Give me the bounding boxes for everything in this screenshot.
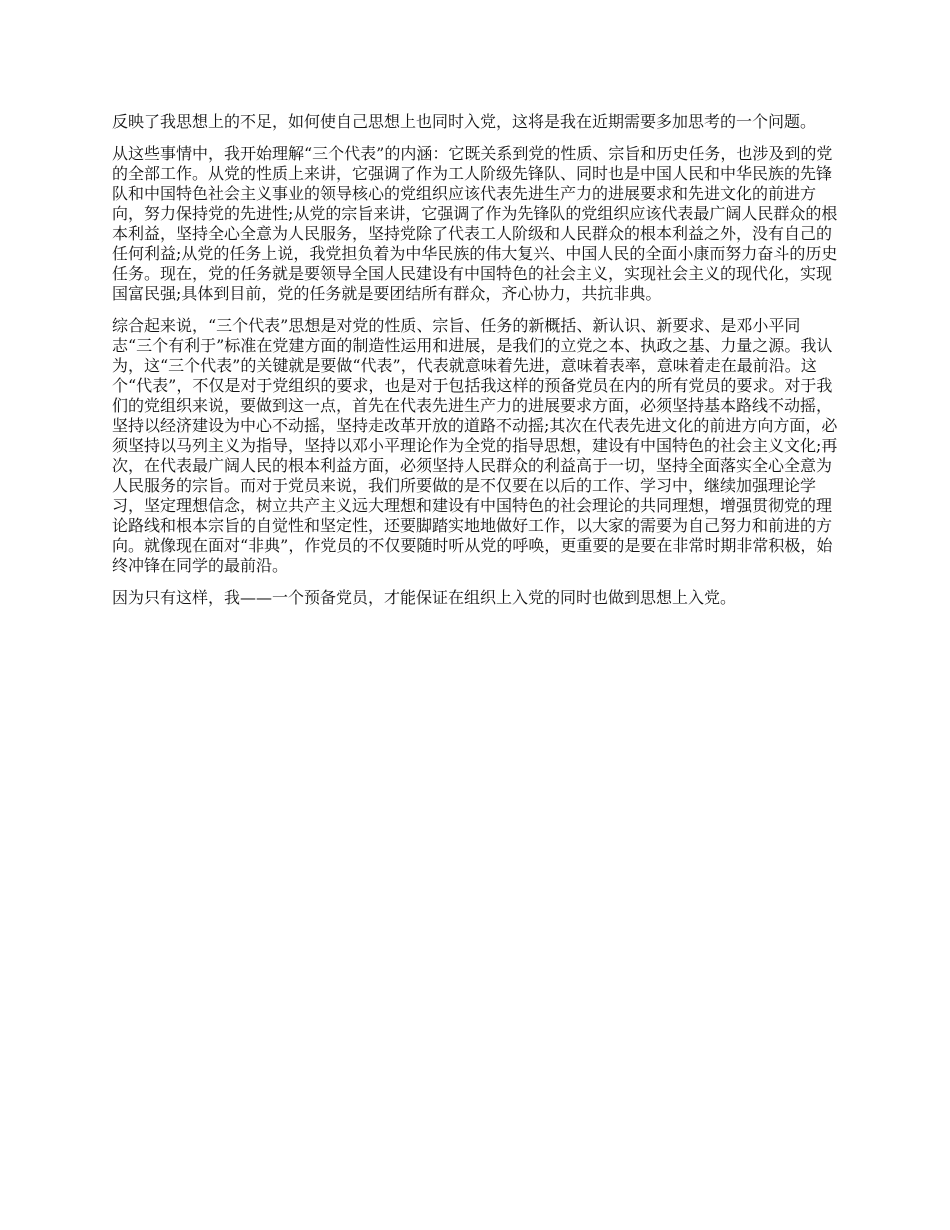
paragraph-2: 从这些事情中，我开始理解“三个代表”的内涵：它既关系到党的性质、宗旨和历史任务，也涉及到的党的全部工作。从党的性质上来讲，它强调了作为工人阶级先锋队、同时也是中国人民和中华民族的先锋队和中国特色社会主义事业的领导核心的党组织应该代表先进生产力的进展要求和先进文化的前进方向，努力保持党的先进性;从党的宗旨来讲，它强调了作为先锋队的党组织应该代表最广阔人民群众的根本利益，坚持全心全意为人民服务，坚持党除了代表工人阶级和人民群众的根本利益之外，没有自己的任何利益;从党的任务上说，我党担负着为中华民族的伟大复兴、中国人民的全面小康而努力奋斗的历史任务。现在，党的任务就是要领导全国人民建设有中国特色的社会主义，实现社会主义的现代化，实现国富民强;具体到目前，党的任务就是要团结所有群众，齐心协力，共抗非典。 xyxy=(112,144,838,303)
paragraph-1: 反映了我思想上的不足，如何使自己思想上也同时入党，这将是我在近期需要多加思考的一个问题。 xyxy=(112,112,817,131)
paragraph-3: 综合起来说，“三个代表”思想是对党的性质、宗旨、任务的新概括、新认识、新要求、是邓小平同志“三个有利于”标准在党建方面的制造性运用和进展，是我们的立党之本、执政之基、力量之源。我认为，这“三个代表”的关键就是要做“代表”，代表就意味着先进，意味着表率，意味着走在最前沿。这个“代表”，不仅是对于党组织的要求，也是对于包括我这样的预备党员在内的所有党员的要求。对于我们的党组织来说，要做到这一点，首先在代表先进生产力的进展要求方面，必须坚持基本路线不动摇，坚持以经济建设为中心不动摇，坚持走改革开放的道路不动摇;其次在代表先进文化的前进方向方面，必须坚持以马列主义为指导，坚持以邓小平理论作为全党的指导思想，建设有中国特色的社会主义文化;再次，在代表最广阔人民的根本利益方面，必须坚持人民群众的利益高于一切，坚持全面落实全心全意为人民服务的宗旨。而对于党员来说，我们所要做的是不仅要在以后的工作、学习中，继续加强理论学习，坚定理想信念，树立共产主义远大理想和建设有中国特色的社会理论的共同理想，增强贯彻党的理论路线和根本宗旨的自觉性和坚定性，还要脚踏实地地做好工作，以大家的需要为自己努力和前进的方向。就像现在面对“非典”，作党员的不仅要随时听从党的呼唤，更重要的是要在非常时期非常积极，始终冲锋在同学的最前沿。 xyxy=(112,316,838,575)
paragraph-4: 因为只有这样，我——一个预备党员，才能保证在组织上入党的同时也做到思想上入党。 xyxy=(112,588,737,607)
document-page xyxy=(112,112,838,608)
